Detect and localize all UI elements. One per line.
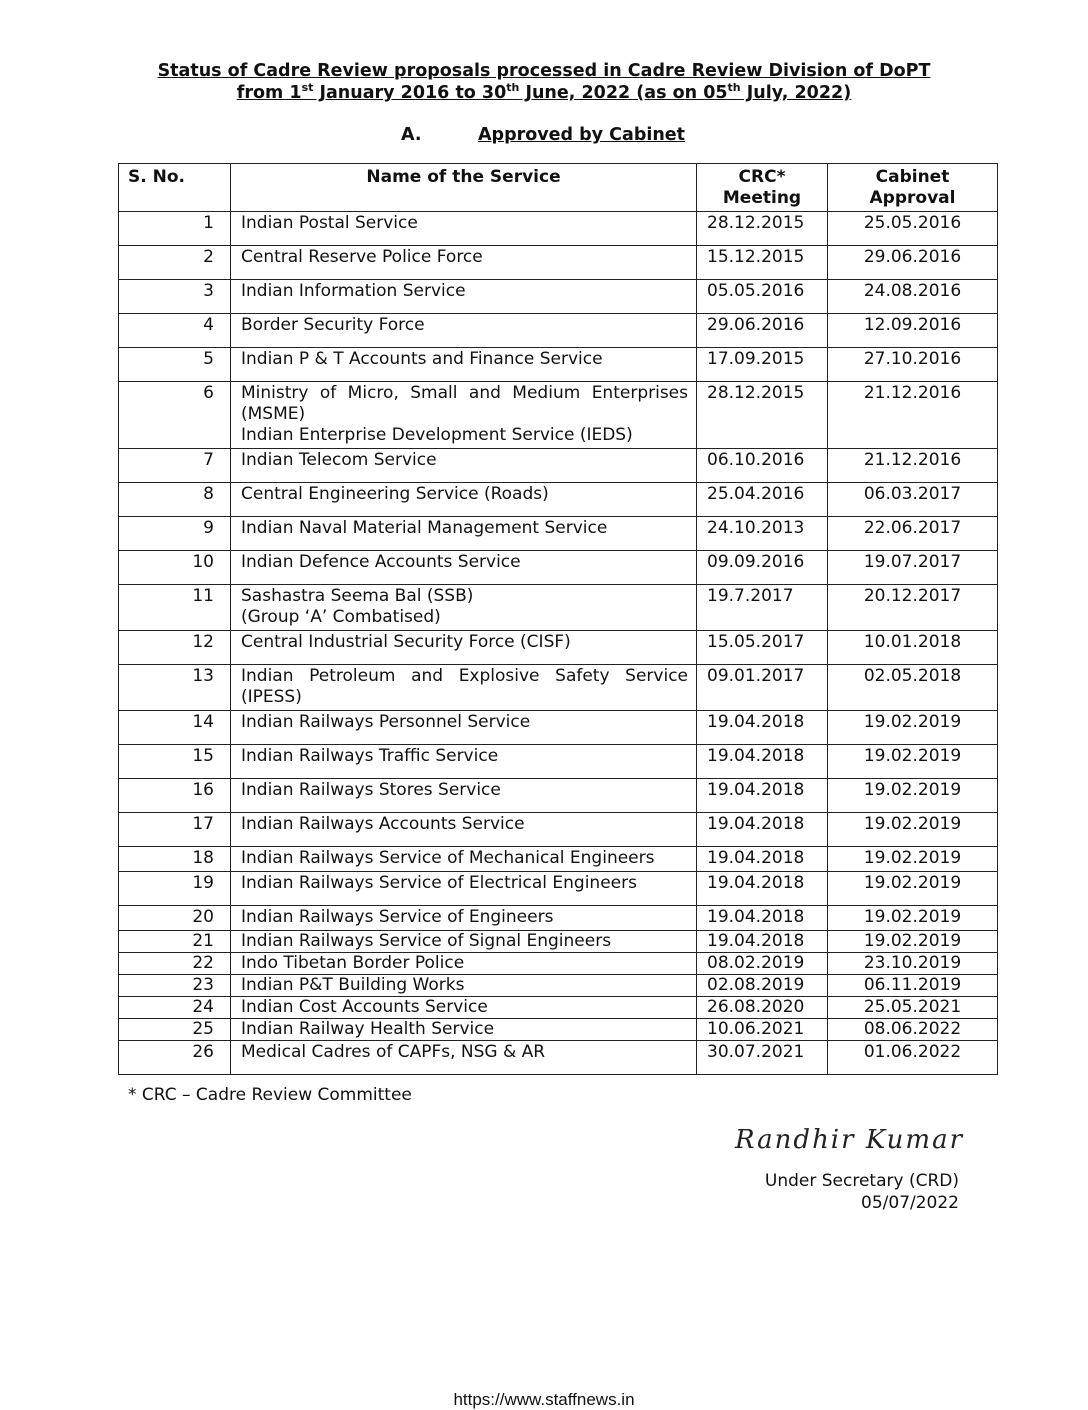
row-service-name xyxy=(231,953,697,975)
row-service-name xyxy=(231,745,697,779)
service-name-line-2: Indian Enterprise Development Service (IEDS) xyxy=(241,425,633,445)
table-row xyxy=(119,314,998,348)
table-row xyxy=(119,551,998,585)
row-crc-meeting: 08.02.2019 xyxy=(697,953,828,975)
service-name-line: Indian Information Service xyxy=(241,281,466,301)
title-sup-2: th xyxy=(506,81,520,95)
row-cabinet-approval: 24.08.2016 xyxy=(828,280,998,314)
row-crc-meeting: 06.10.2016 xyxy=(697,449,828,483)
row-cabinet-approval: 19.02.2019 xyxy=(828,779,998,813)
row-cabinet-approval: 21.12.2016 xyxy=(828,449,998,483)
row-crc-meeting: 19.04.2018 xyxy=(697,813,828,847)
service-name-line: Medical Cadres of CAPFs, NSG & AR xyxy=(241,1042,546,1062)
header-cab-line-1: Cabinet xyxy=(875,167,950,187)
header-cab-line-2: Approval xyxy=(869,188,956,208)
service-name-line: Indian Railways Traffic Service xyxy=(241,746,499,766)
row-sno: 6 xyxy=(119,382,231,449)
section-letter: A. xyxy=(401,125,422,145)
service-name-line: Indian Defence Accounts Service xyxy=(241,552,521,572)
row-crc-meeting: 19.04.2018 xyxy=(697,872,828,906)
table-row xyxy=(119,847,998,872)
designation: Under Secretary (CRD) xyxy=(764,1171,959,1191)
table-row xyxy=(119,517,998,551)
row-crc-meeting: 19.04.2018 xyxy=(697,711,828,745)
row-service-name xyxy=(231,280,697,314)
row-cabinet-approval: 19.02.2019 xyxy=(828,872,998,906)
title-line-2-part-b: January 2016 to 30 xyxy=(313,83,507,103)
service-name-line: Indian Railways Service of Electrical Engineers xyxy=(241,873,637,893)
row-sno: 2 xyxy=(119,246,231,280)
cadre-review-table xyxy=(118,163,998,1075)
header-crc-line-1: CRC* xyxy=(738,167,786,187)
row-sno: 7 xyxy=(119,449,231,483)
row-sno: 9 xyxy=(119,517,231,551)
row-sno: 14 xyxy=(119,711,231,745)
row-cabinet-approval: 27.10.2016 xyxy=(828,348,998,382)
service-name-line: Indian P & T Accounts and Finance Service xyxy=(241,349,603,369)
source-url: https://www.staffnews.in xyxy=(453,1390,635,1409)
table-row xyxy=(119,872,998,906)
row-service-name xyxy=(231,1041,697,1075)
row-crc-meeting: 09.09.2016 xyxy=(697,551,828,585)
row-cabinet-approval: 02.05.2018 xyxy=(828,665,998,711)
row-crc-meeting: 19.04.2018 xyxy=(697,847,828,872)
table-header-row xyxy=(119,164,998,212)
header-sno: S. No. xyxy=(119,164,231,212)
table-row xyxy=(119,997,998,1019)
title-sup-3: th xyxy=(727,81,741,95)
row-cabinet-approval: 23.10.2019 xyxy=(828,953,998,975)
row-cabinet-approval: 19.07.2017 xyxy=(828,551,998,585)
row-service-name xyxy=(231,551,697,585)
row-crc-meeting: 19.04.2018 xyxy=(697,931,828,953)
header-crc-line-2: Meeting xyxy=(722,188,802,208)
table-row xyxy=(119,212,998,246)
row-sno: 20 xyxy=(119,906,231,931)
signatory-block xyxy=(765,1170,959,1214)
row-service-name xyxy=(231,585,697,631)
table-row xyxy=(119,779,998,813)
table-row xyxy=(119,711,998,745)
row-sno: 4 xyxy=(119,314,231,348)
table-body xyxy=(119,212,998,1075)
row-sno: 16 xyxy=(119,779,231,813)
service-name-line-2: (Group ‘A’ Combatised) xyxy=(241,607,441,627)
section-label: Approved by Cabinet xyxy=(478,125,686,145)
row-sno: 24 xyxy=(119,997,231,1019)
service-name-line: Indian Cost Accounts Service xyxy=(241,997,488,1017)
title-line-2 xyxy=(0,82,1088,104)
row-cabinet-approval: 19.02.2019 xyxy=(828,906,998,931)
table-row xyxy=(119,1019,998,1041)
service-name-line: Indian Railways Service of Mechanical Engineers xyxy=(241,848,655,868)
table-row xyxy=(119,449,998,483)
service-name-line: Ministry of Micro, Small and Medium Enterprises (MSME) xyxy=(241,383,688,424)
row-sno: 19 xyxy=(119,872,231,906)
title-line-1: Status of Cadre Review proposals processed in Cadre Review Division of DoPT xyxy=(157,61,931,81)
row-service-name xyxy=(231,872,697,906)
title-line-2-part-c: June, 2022 (as on 05 xyxy=(519,83,728,103)
row-service-name xyxy=(231,665,697,711)
row-service-name xyxy=(231,813,697,847)
row-sno: 11 xyxy=(119,585,231,631)
service-name-line: Indian Railway Health Service xyxy=(241,1019,495,1039)
row-cabinet-approval: 19.02.2019 xyxy=(828,745,998,779)
service-name-line: Indian Railways Service of Engineers xyxy=(241,907,554,927)
row-sno: 1 xyxy=(119,212,231,246)
row-cabinet-approval: 25.05.2021 xyxy=(828,997,998,1019)
table-row xyxy=(119,585,998,631)
header-service-name: Name of the Service xyxy=(231,164,697,212)
table-row xyxy=(119,280,998,314)
row-service-name xyxy=(231,348,697,382)
row-service-name xyxy=(231,711,697,745)
title-sup-1: st xyxy=(301,81,314,95)
table-row xyxy=(119,665,998,711)
row-sno: 10 xyxy=(119,551,231,585)
title-line-2-part-a: from 1 xyxy=(236,83,302,103)
row-service-name xyxy=(231,212,697,246)
row-service-name xyxy=(231,1019,697,1041)
row-crc-meeting: 09.01.2017 xyxy=(697,665,828,711)
service-name-line: Border Security Force xyxy=(241,315,425,335)
document-title xyxy=(0,60,1088,104)
row-cabinet-approval: 12.09.2016 xyxy=(828,314,998,348)
row-cabinet-approval: 25.05.2016 xyxy=(828,212,998,246)
row-crc-meeting: 15.12.2015 xyxy=(697,246,828,280)
row-service-name xyxy=(231,631,697,665)
row-service-name xyxy=(231,517,697,551)
row-crc-meeting: 05.05.2016 xyxy=(697,280,828,314)
header-crc-meeting xyxy=(697,164,828,212)
row-cabinet-approval: 29.06.2016 xyxy=(828,246,998,280)
row-service-name xyxy=(231,931,697,953)
row-cabinet-approval: 01.06.2022 xyxy=(828,1041,998,1075)
service-name-line: Indo Tibetan Border Police xyxy=(241,953,465,973)
row-crc-meeting: 24.10.2013 xyxy=(697,517,828,551)
row-service-name xyxy=(231,847,697,872)
table-row xyxy=(119,975,998,997)
row-service-name xyxy=(231,314,697,348)
row-cabinet-approval: 19.02.2019 xyxy=(828,847,998,872)
row-crc-meeting: 28.12.2015 xyxy=(697,212,828,246)
row-service-name xyxy=(231,449,697,483)
row-cabinet-approval: 20.12.2017 xyxy=(828,585,998,631)
row-crc-meeting: 28.12.2015 xyxy=(697,382,828,449)
header-cabinet-approval xyxy=(828,164,998,212)
service-name-line: Indian Railways Service of Signal Engineers xyxy=(241,931,612,951)
row-crc-meeting: 19.7.2017 xyxy=(697,585,828,631)
table-row xyxy=(119,483,998,517)
row-sno: 13 xyxy=(119,665,231,711)
row-service-name xyxy=(231,975,697,997)
row-cabinet-approval: 21.12.2016 xyxy=(828,382,998,449)
service-name-line: Indian Railways Personnel Service xyxy=(241,712,531,732)
signature-date: 05/07/2022 xyxy=(861,1193,959,1213)
row-sno: 23 xyxy=(119,975,231,997)
row-cabinet-approval: 08.06.2022 xyxy=(828,1019,998,1041)
service-name-line: Central Industrial Security Force (CISF) xyxy=(241,632,571,652)
row-crc-meeting: 30.07.2021 xyxy=(697,1041,828,1075)
row-service-name xyxy=(231,483,697,517)
service-name-line: Central Engineering Service (Roads) xyxy=(241,484,549,504)
service-name-line: Indian P&T Building Works xyxy=(241,975,465,995)
row-crc-meeting: 10.06.2021 xyxy=(697,1019,828,1041)
row-sno: 26 xyxy=(119,1041,231,1075)
row-crc-meeting: 17.09.2015 xyxy=(697,348,828,382)
title-line-2-part-d: July, 2022) xyxy=(740,83,852,103)
row-service-name xyxy=(231,382,697,449)
row-cabinet-approval: 19.02.2019 xyxy=(828,813,998,847)
table-row xyxy=(119,745,998,779)
table-row xyxy=(119,348,998,382)
service-name-line: Indian Naval Material Management Service xyxy=(241,518,608,538)
table-row xyxy=(119,953,998,975)
table-row xyxy=(119,813,998,847)
service-name-line: Indian Petroleum and Explosive Safety Service (IPESS) xyxy=(241,666,688,707)
row-sno: 12 xyxy=(119,631,231,665)
row-crc-meeting: 15.05.2017 xyxy=(697,631,828,665)
row-sno: 17 xyxy=(119,813,231,847)
service-name-line: Sashastra Seema Bal (SSB) xyxy=(241,586,474,606)
service-name-line: Central Reserve Police Force xyxy=(241,247,483,267)
service-name-line: Indian Railways Stores Service xyxy=(241,780,501,800)
row-sno: 25 xyxy=(119,1019,231,1041)
service-name-line: Indian Postal Service xyxy=(241,213,418,233)
footnote: * CRC – Cadre Review Committee xyxy=(128,1085,412,1105)
row-cabinet-approval: 19.02.2019 xyxy=(828,931,998,953)
row-sno: 3 xyxy=(119,280,231,314)
row-crc-meeting: 19.04.2018 xyxy=(697,906,828,931)
row-crc-meeting: 25.04.2016 xyxy=(697,483,828,517)
row-cabinet-approval: 19.02.2019 xyxy=(828,711,998,745)
service-name-line: Indian Telecom Service xyxy=(241,450,437,470)
table-row xyxy=(119,246,998,280)
row-cabinet-approval: 06.11.2019 xyxy=(828,975,998,997)
row-crc-meeting: 19.04.2018 xyxy=(697,779,828,813)
row-cabinet-approval: 06.03.2017 xyxy=(828,483,998,517)
row-sno: 21 xyxy=(119,931,231,953)
table-row xyxy=(119,906,998,931)
row-crc-meeting: 19.04.2018 xyxy=(697,745,828,779)
row-service-name xyxy=(231,779,697,813)
row-crc-meeting: 02.08.2019 xyxy=(697,975,828,997)
row-service-name xyxy=(231,997,697,1019)
row-cabinet-approval: 10.01.2018 xyxy=(828,631,998,665)
table-row xyxy=(119,1041,998,1075)
row-cabinet-approval: 22.06.2017 xyxy=(828,517,998,551)
row-sno: 18 xyxy=(119,847,231,872)
row-sno: 8 xyxy=(119,483,231,517)
row-crc-meeting: 29.06.2016 xyxy=(697,314,828,348)
row-sno: 5 xyxy=(119,348,231,382)
row-service-name xyxy=(231,246,697,280)
table-row xyxy=(119,382,998,449)
signature: Randhir Kumar xyxy=(735,1125,964,1155)
row-sno: 15 xyxy=(119,745,231,779)
table-row xyxy=(119,931,998,953)
service-name-line: Indian Railways Accounts Service xyxy=(241,814,525,834)
row-service-name xyxy=(231,906,697,931)
row-sno: 22 xyxy=(119,953,231,975)
row-crc-meeting: 26.08.2020 xyxy=(697,997,828,1019)
table-row xyxy=(119,631,998,665)
